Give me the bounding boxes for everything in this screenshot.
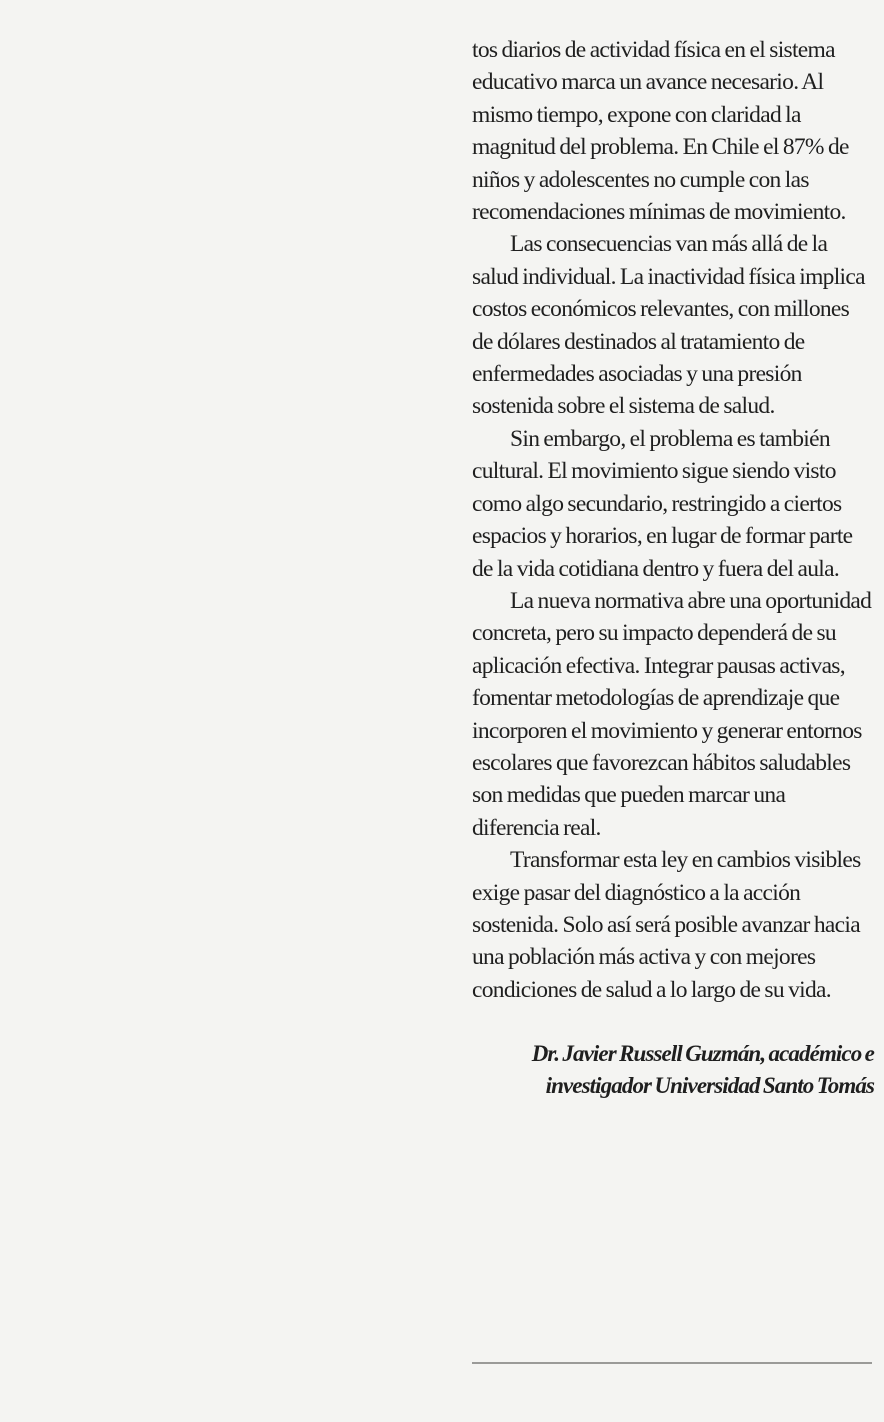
column-divider-rule (472, 1362, 872, 1364)
author-signature: Dr. Javier Russell Guzmán, académico e investigador Universidad Santo Tomás (531, 1041, 874, 1099)
paragraph-1: tos diarios de actividad física en el sistema educativo marca un avance necesario. Al mismo tiempo, expone con claridad la magnitud del problema. En Chile el 87% de niños y adolescentes no cumple con las recomendaciones mínimas de movimiento. (472, 37, 849, 226)
article-body (472, 34, 874, 1006)
paragraph-3: Sin embargo, el problema es también cultural. El movimiento sigue siendo visto como algo secundario, restringido a ciertos espacios y horarios, en lugar de formar parte de la vida cotidiana dentro y fuera del aula. (472, 425, 853, 582)
paragraph-4: La nueva normativa abre una oportunidad concreta, pero su impacto dependerá de su aplicación efectiva. Integrar pausas activas, fomentar metodologías de aprendizaje que incorporen el movimiento y generar entornos escolares que favorezcan hábitos saludables son medidas que pueden marcar una diferencia real. (472, 587, 872, 841)
paragraph-2: Las consecuencias van más allá de la salud individual. La inactividad física implica costos económicos relevantes, con millones de dólares destinados al tratamiento de enfermedades asociadas y una presión sostenida sobre el sistema de salud. (472, 231, 865, 420)
article-column (472, 34, 874, 1102)
paragraph-5: Transformar esta ley en cambios visibles exige pasar del diagnóstico a la acción sostenida. Solo así será posible avanzar hacia una población más activa y con mejores condiciones de salud a lo largo de su vida. (472, 847, 861, 1003)
